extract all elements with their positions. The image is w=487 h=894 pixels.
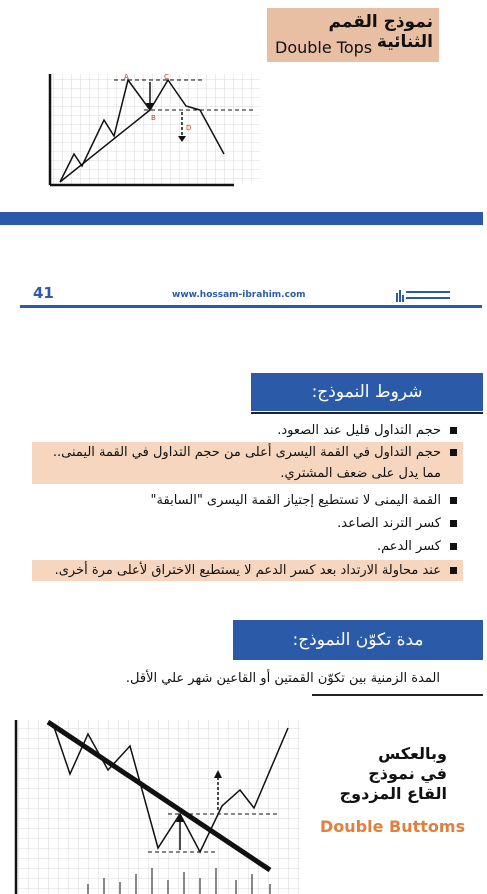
- list-item-highlighted: عند محاولة الارتداد بعد كسر الدعم لا يستطيع الاختراق لأعلى مرة أخرى.: [32, 560, 463, 581]
- list-item: حجم التداول قليل عند الصعود.: [32, 420, 463, 441]
- title-arabic: نموذج القمم الثنائية: [328, 12, 433, 52]
- label-d: D: [186, 124, 192, 132]
- page-number: 41: [33, 284, 54, 302]
- reverse-line-3: القاع المزدوج: [339, 784, 447, 803]
- label-a: A: [124, 73, 129, 81]
- title-english: Double Tops: [275, 38, 373, 57]
- list-item: كسر الدعم.: [32, 536, 463, 557]
- chart-grid: [16, 720, 300, 894]
- label-b: B: [151, 114, 156, 122]
- website-url: www.hossam-ibrahim.com: [172, 290, 306, 300]
- list-item: كسر الترند الصاعد.: [32, 513, 463, 534]
- logo: [396, 288, 452, 304]
- double-tops-diagram: [44, 70, 264, 188]
- reverse-note: [340, 744, 447, 804]
- conditions-heading: شروط النموذج:: [251, 373, 483, 411]
- double-bottoms-title: Double Buttoms: [320, 817, 466, 836]
- conditions-list: [32, 420, 463, 581]
- square-bullet-icon: [450, 520, 457, 527]
- footer-rule: [20, 305, 482, 308]
- duration-heading: مدة تكوّن النموذج:: [233, 620, 483, 660]
- chart-grid: [50, 74, 260, 184]
- square-bullet-icon: [450, 497, 457, 504]
- reverse-line-1: وبالعكس: [378, 744, 447, 763]
- square-bullet-icon: [450, 427, 457, 434]
- square-bullet-icon: [450, 449, 457, 456]
- duration-text: المدة الزمنية بين تكوّن القمتين أو القاعين شهر علي الأقل.: [125, 671, 440, 686]
- title-box: [267, 8, 439, 62]
- logo-mark: [396, 288, 452, 302]
- label-c: C: [164, 73, 169, 81]
- conditions-heading-rule: [251, 412, 483, 414]
- reverse-line-2: في نموذج: [368, 764, 447, 783]
- square-bullet-icon: [450, 567, 457, 574]
- page-bottom-band: [0, 212, 483, 225]
- duration-rule: [312, 694, 483, 696]
- list-item: القمة اليمنى لا تستطيع إجتياز القمة اليسرى "السابقة": [32, 490, 463, 511]
- double-bottoms-diagram: [8, 718, 304, 894]
- square-bullet-icon: [450, 543, 457, 550]
- list-item-highlighted: حجم التداول في القمة اليسرى أعلى من حجم التداول في القمة اليمنى.. مما يدل على ضعف المشتري.: [32, 442, 463, 484]
